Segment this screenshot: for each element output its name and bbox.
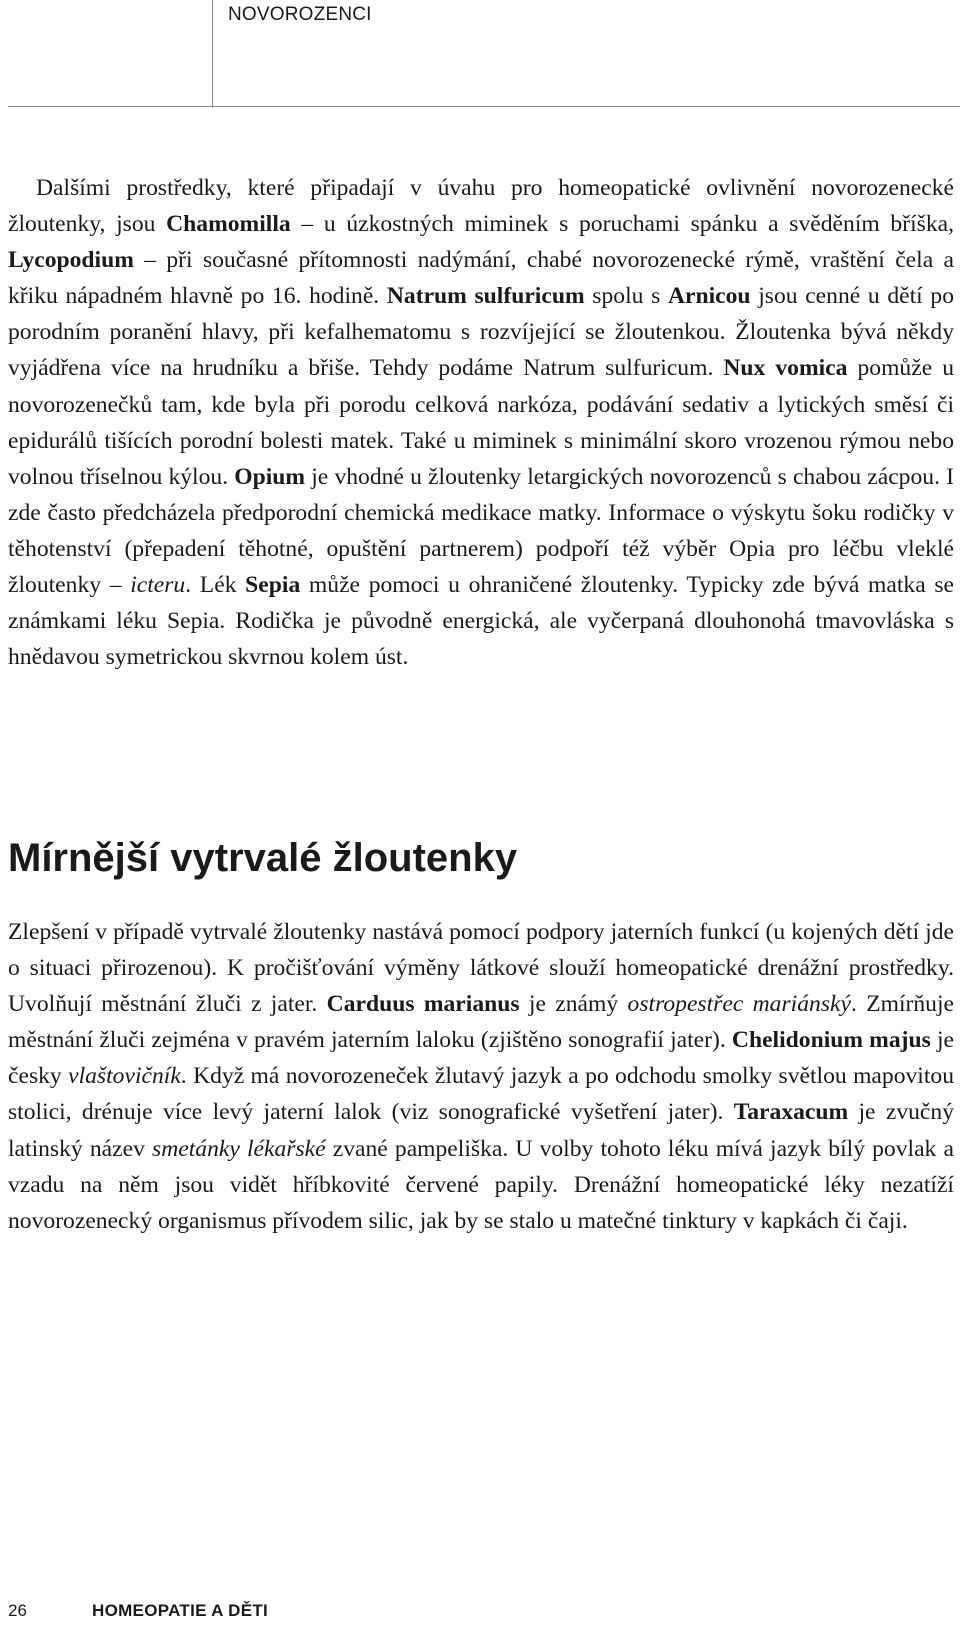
running-header: NOVOROZENCI (228, 4, 372, 25)
section-text-block (8, 914, 954, 1239)
text-run: zvané pampeliška. U volby tohoto léku mívá jazyk bílý povlak a vzadu na něm jsou vidět hříbkovité červené papily. Drenážní homeopatické léky nezatíží novorozenecký organismus přívodem silic, jak by se stalo u matečné tinktury v kapkách či čaji. (8, 1135, 954, 1234)
text-run: je vhodné u žloutenky letargických novorozenců s chabou zácpou. I zde často předcházela předporodní chemická medikace matky. Informace o výskytu šoku rodičky v těhotenství (přepadení těhotné, opuštění partnerem) podpoří též výběr Opia pro léčbu vleklé žloutenky – (8, 463, 954, 599)
text-run: . Když má novorozeneček žlutavý jazyk a po odchodu smolky světlou mapovitou stolici, drénuje více levý jaterní lalok (viz sonografické vyšetření jater). (8, 1063, 954, 1126)
italic-term: smetánky lékařské (152, 1135, 326, 1162)
remedy-name: Sepia (245, 572, 301, 599)
text-run: pomůže u novorozenečků tam, kde byla při porodu celková narkóza, podávání sedativ a lytických směsí či epidurálů tišících porodní bolesti matek. Také u miminek s minimální skoro vrozenou rýmou nebo volnou tříselnou kýlou. (8, 355, 954, 490)
text-run: spolu s (584, 283, 668, 310)
text-run: je česky (8, 1027, 954, 1090)
remedy-name: Carduus marianus (326, 991, 520, 1018)
italic-term: vlaštovičník (68, 1063, 181, 1090)
remedy-name: Opium (234, 463, 306, 490)
remedy-name: Taraxacum (733, 1099, 849, 1126)
text-run: je známý (519, 991, 628, 1018)
section-heading: Mírnější vytrvalé žloutenky (8, 836, 518, 880)
text-run: je zvučný latinský název (8, 1099, 954, 1162)
paragraph-mild-jaundice (8, 914, 954, 1239)
header-vertical-rule (212, 0, 213, 108)
text-run: jsou cenné u dětí po porodním poranění hlavy, při kefalhematomu s rozvíjející se žloutenkou. Žloutenka bývá někdy vyjádřena více na hrudníku a břiše. Tehdy podáme Natrum sulfuricum. (8, 283, 954, 382)
text-run: Zlepšení v případě vytrvalé žloutenky nastává pomocí podpory jaterních funkcí (u kojených dětí jde o situaci přirozenou). K pročišťování výměny látkové slouží homeopatické drenážní prostředky. Uvolňují městnání žluči z jater. (8, 919, 954, 1018)
page-number: 26 (8, 1601, 27, 1620)
text-run: – u úzkostných miminek s poruchami spánku a svěděním bříška, (290, 211, 954, 238)
text-run: . Lék (185, 572, 246, 599)
remedy-name: Lycopodium (8, 247, 134, 274)
book-title: HOMEOPATIE A DĚTI (92, 1601, 269, 1620)
text-run: Dalšími prostředky, které připadají v úvahu pro homeopatické ovlivnění novorozenecké žloutenky, jsou (8, 175, 954, 238)
remedy-name: Chamomilla (166, 211, 291, 238)
italic-term: ostropestřec mariánský (627, 991, 851, 1018)
body-text-block (8, 170, 954, 675)
paragraph-remedies (8, 170, 954, 675)
text-run: . Zmírňuje městnání žluči zejména v pravém jaterním laloku (zjištěno sonografií jater). (8, 991, 954, 1054)
page-footer (8, 1601, 268, 1621)
text-run: může pomoci u ohraničené žloutenky. Typicky zde bývá matka se známkami léku Sepia. Rodička je původně energická, ale vyčerpaná dlouhonohá tmavovláska s hnědavou symetrickou skvrnou kolem úst. (8, 572, 954, 671)
remedy-name: Arnicou (667, 283, 751, 310)
italic-term: icteru (130, 572, 186, 599)
header-horizontal-rule (8, 106, 960, 107)
remedy-name: Chelidonium majus (731, 1027, 931, 1054)
remedy-name: Natrum sulfuricum (386, 283, 585, 310)
text-run: – při současné přítomnosti nadýmání, chabé novorozenecké rýmě, vraštění čela a křiku nápadném hlavně po 16. hodině. (8, 247, 954, 310)
remedy-name: Nux vomica (723, 355, 848, 382)
